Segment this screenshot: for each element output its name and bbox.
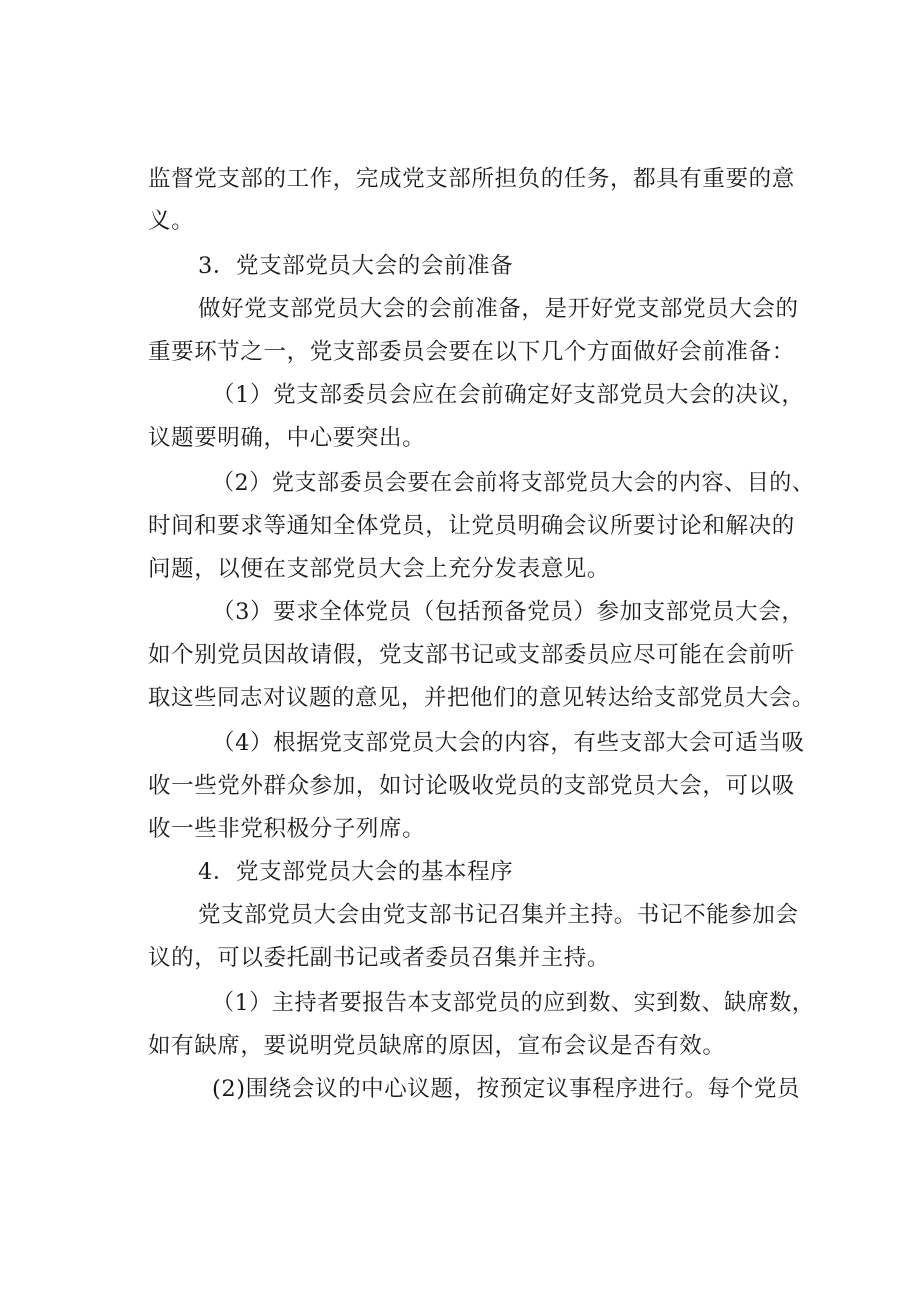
paragraph-line: 问题，以便在支部党员大会上充分发表意见。 <box>148 556 611 582</box>
section-heading: 4．党支部党员大会的基本程序 <box>198 859 514 885</box>
paragraph-line: 取这些同志对议题的意见，并把他们的意见转达给支部党员大会。 <box>148 685 815 711</box>
paragraph-line: 收一些非党积极分子列席。 <box>148 816 426 842</box>
paragraph-line: 重要环节之一，党支部委员会要在以下几个方面做好会前准备： <box>148 339 795 365</box>
paragraph-line: 议题要明确，中心要突出。 <box>148 425 426 451</box>
list-item-line: (2)围绕会议的中心议题，按预定议事程序进行。每个党员 <box>212 1076 801 1102</box>
paragraph-line: 议的，可以委托副书记或者委员召集并主持。 <box>148 945 611 971</box>
paragraph-line: 如有缺席，要说明党员缺席的原因，宣布会议是否有效。 <box>148 1033 726 1059</box>
list-item-line: （1）主持者要报告本支部党员的应到数、实到数、缺席数， <box>212 990 815 1016</box>
list-item-line: （1）党支部委员会应在会前确定好支部党员大会的决议， <box>212 382 805 408</box>
paragraph-line: 党支部党员大会由党支部书记召集并主持。书记不能参加会 <box>198 902 799 928</box>
paragraph-line: 时间和要求等通知全体党员，让党员明确会议所要讨论和解决的 <box>148 513 795 539</box>
paragraph-line: 如个别党员因故请假，党支部书记或支部委员应尽可能在会前听 <box>148 642 795 668</box>
list-item-line: （2）党支部委员会要在会前将支部党员大会的内容、目的、 <box>212 470 815 496</box>
list-item-line: （4）根据党支部党员大会的内容，有些支部大会可适当吸 <box>212 730 805 756</box>
paragraph-line: 监督党支部的工作，完成党支部所担负的任务，都具有重要的意 <box>148 166 795 192</box>
paragraph-line: 收一些党外群众参加，如讨论吸收党员的支部党员大会，可以吸 <box>148 773 795 799</box>
section-heading: 3．党支部党员大会的会前准备 <box>198 253 514 279</box>
paragraph-line: 义。 <box>148 208 195 234</box>
list-item-line: （3）要求全体党员（包括预备党员）参加支部党员大会， <box>212 599 805 625</box>
paragraph-line: 做好党支部党员大会的会前准备，是开好党支部党员大会的 <box>198 296 799 322</box>
